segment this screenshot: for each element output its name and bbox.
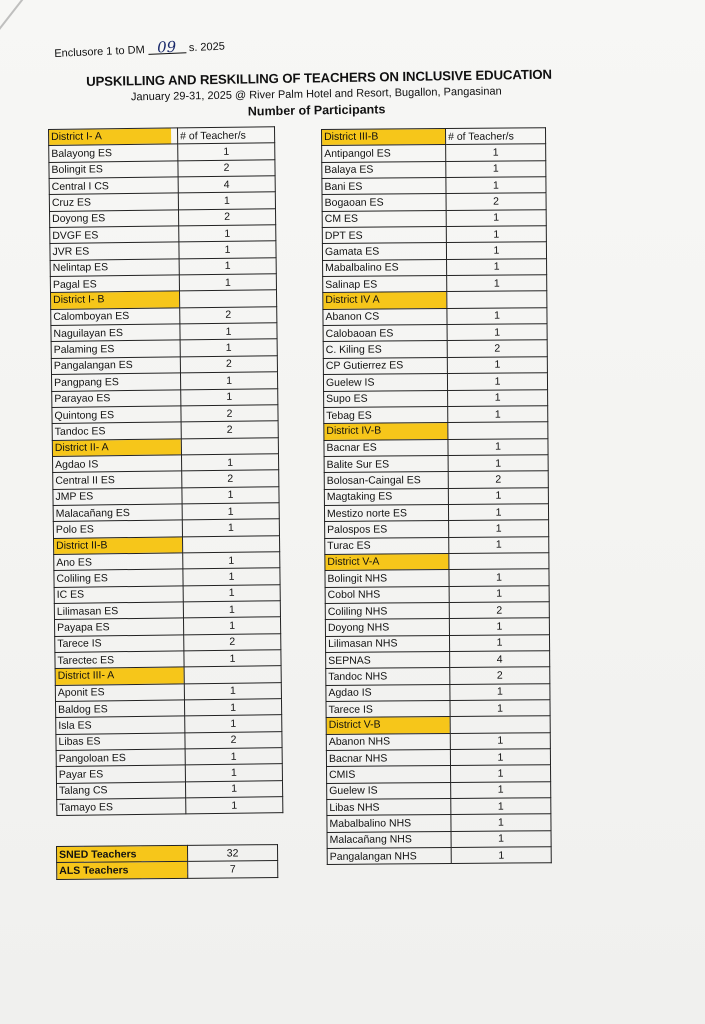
school-name: Central II ES <box>53 471 182 489</box>
teacher-count: 1 <box>183 568 280 586</box>
table-row <box>327 814 551 832</box>
teacher-count: 1 <box>178 192 275 210</box>
teacher-count: 1 <box>449 585 549 602</box>
empty-count-cell <box>181 437 278 455</box>
table-row <box>322 242 546 260</box>
school-name: JVR ES <box>50 242 179 260</box>
table-row <box>322 209 546 227</box>
teacher-count: 1 <box>447 324 547 341</box>
table-row <box>322 193 546 211</box>
school-name: Guelew IS <box>323 374 447 391</box>
table-row <box>324 438 548 456</box>
school-name: Calomboyan ES <box>51 308 180 326</box>
teacher-count: 2 <box>178 159 275 177</box>
table-row <box>322 226 546 244</box>
teacher-count: 1 <box>179 257 276 275</box>
teacher-count: 2 <box>185 731 282 749</box>
table-row <box>322 160 546 178</box>
table-row <box>323 373 547 391</box>
total-label: SNED Teachers <box>57 845 188 862</box>
teacher-count: 1 <box>447 258 547 275</box>
teacher-count: 1 <box>449 520 549 537</box>
empty-count-cell <box>449 553 549 570</box>
right-participants-table <box>321 127 552 865</box>
table-row <box>323 275 547 293</box>
table-row <box>323 258 547 276</box>
teacher-count: 1 <box>184 650 281 668</box>
table-row <box>323 324 547 342</box>
school-name: Agdao IS <box>326 684 450 701</box>
teacher-count: 2 <box>181 421 278 439</box>
school-name: Malacañang NHS <box>327 831 451 848</box>
teacher-count: 1 <box>185 715 282 733</box>
school-name: C. Kiling ES <box>323 341 447 358</box>
school-name: Baldog ES <box>55 700 184 718</box>
school-name: Tamayo ES <box>57 798 186 816</box>
school-name: Libas NHS <box>327 799 451 816</box>
participants-heading: Number of Participants <box>247 102 386 119</box>
teacher-count: 1 <box>183 601 280 619</box>
school-name: Bacnar ES <box>324 439 448 456</box>
district-name: District II-B <box>54 537 182 554</box>
teacher-count: 1 <box>451 847 551 864</box>
teacher-count: 2 <box>184 633 281 651</box>
paper-fold-line <box>0 0 59 42</box>
district-row <box>326 716 550 734</box>
table-row <box>327 765 551 783</box>
teacher-count: 2 <box>180 356 277 374</box>
school-name: Mestizo norte ES <box>324 504 448 521</box>
school-name: Coliling NHS <box>325 602 449 619</box>
school-name: Salinap ES <box>323 276 447 293</box>
school-name: Pangalangan NHS <box>327 848 451 865</box>
teacher-count: 1 <box>183 617 280 635</box>
table-row <box>324 471 548 489</box>
teacher-count: 1 <box>185 780 282 798</box>
school-name: Coliling ES <box>54 569 183 587</box>
table-row <box>324 389 548 407</box>
school-name: Palaming ES <box>51 340 180 358</box>
school-name: Libas ES <box>56 733 185 751</box>
table-row <box>324 406 548 424</box>
teacher-count: 1 <box>450 683 550 700</box>
school-name: Doyong NHS <box>325 619 449 636</box>
table-row <box>322 177 546 195</box>
table-header-row <box>322 128 546 146</box>
table-row <box>326 732 550 750</box>
table-row <box>327 830 551 848</box>
school-name: Bani ES <box>322 178 446 195</box>
teacher-count: 1 <box>183 584 280 602</box>
school-name: Tarece IS <box>326 701 450 718</box>
table-row <box>57 797 283 816</box>
teacher-count: 1 <box>448 438 548 455</box>
teacher-count: 1 <box>181 388 278 406</box>
district-cell <box>324 423 448 440</box>
teacher-count: 1 <box>446 177 546 194</box>
district-cell <box>53 536 182 554</box>
table-row <box>326 749 550 767</box>
teacher-count: 1 <box>449 618 549 635</box>
district-name: District V-A <box>325 554 448 570</box>
school-name: Magtaking ES <box>324 488 448 505</box>
table-row <box>325 569 549 587</box>
table-row <box>323 357 547 375</box>
school-name: CP Gutierrez ES <box>323 357 447 374</box>
teacher-count: 1 <box>181 454 278 472</box>
teacher-count: 2 <box>178 208 275 226</box>
teacher-count: 1 <box>184 699 281 717</box>
school-name: Nelintap ES <box>50 259 179 277</box>
teacher-count: 1 <box>178 143 275 161</box>
teacher-count: 4 <box>178 176 275 194</box>
teacher-count: 2 <box>181 405 278 423</box>
school-name: Central I CS <box>49 177 178 195</box>
school-name: Polo ES <box>53 520 182 538</box>
teacher-count: 1 <box>179 241 276 259</box>
handwritten-dm-number: 09 <box>147 40 186 55</box>
school-name: Talang CS <box>56 782 185 800</box>
table-row <box>325 536 549 554</box>
school-name: Payapa ES <box>54 618 183 636</box>
school-name: Parayao ES <box>52 389 181 407</box>
school-name: SEPNAS <box>326 652 450 669</box>
district-cell <box>52 438 181 456</box>
teacher-count: 1 <box>185 748 282 766</box>
document-subtitle: January 29-31, 2025 @ River Palm Hotel and Resort, Bugallon, Pangasinan <box>130 85 502 104</box>
teacher-count: 1 <box>186 797 283 815</box>
teacher-count: 1 <box>449 536 549 553</box>
teacher-count: 1 <box>182 486 279 504</box>
school-name: Palospos ES <box>325 521 449 538</box>
total-count: 32 <box>187 845 277 862</box>
school-name: Tandoc ES <box>52 422 181 440</box>
teacher-count: 1 <box>180 323 277 341</box>
school-name: Agdao IS <box>52 455 181 473</box>
school-name: Tebag ES <box>324 406 448 423</box>
teacher-count: 1 <box>451 798 551 815</box>
table-row <box>326 651 550 669</box>
totals-row <box>57 845 278 863</box>
school-name: Guelew IS <box>327 782 451 799</box>
school-name: Aponit ES <box>55 684 184 702</box>
table-row <box>322 144 546 162</box>
school-name: Tarectec ES <box>55 651 184 669</box>
school-name: IC ES <box>54 586 183 604</box>
enclosure-suffix: s. 2025 <box>185 40 226 55</box>
school-name: Isla ES <box>56 716 185 734</box>
teacher-count: 1 <box>182 503 279 521</box>
district-name: District I- B <box>51 292 179 309</box>
total-count: 7 <box>188 861 278 878</box>
teacher-count: 1 <box>179 274 276 292</box>
totals-row <box>57 861 278 879</box>
teacher-count: 1 <box>450 732 550 749</box>
teacher-count: 1 <box>449 634 549 651</box>
school-name: DVGF ES <box>50 226 179 244</box>
table-row <box>327 798 551 816</box>
school-name: Pangalangan ES <box>51 357 180 375</box>
school-name: Balayong ES <box>49 144 178 162</box>
teacher-count: 1 <box>447 373 547 390</box>
table-row <box>323 308 547 326</box>
teacher-count: 1 <box>446 144 546 161</box>
totals-table <box>56 844 278 880</box>
table-row <box>325 520 549 538</box>
district-cell <box>55 667 184 685</box>
school-name: Gamata ES <box>322 243 446 260</box>
left-participants-table <box>48 126 283 816</box>
teacher-count: 1 <box>180 339 277 357</box>
table-row <box>326 683 550 701</box>
table-row <box>325 585 549 603</box>
document-title: UPSKILLING AND RESKILLING OF TEACHERS ON INCLUSIVE EDUCATION <box>86 66 553 89</box>
school-name: Abanon CS <box>323 308 447 325</box>
district-name: District IV-B <box>324 423 447 439</box>
total-label: ALS Teachers <box>57 862 188 879</box>
teacher-count: 2 <box>448 471 548 488</box>
teacher-count: 1 <box>446 226 546 243</box>
school-name: Malacañang ES <box>53 504 182 522</box>
school-name: CMIS <box>327 766 451 783</box>
school-name: Doyong ES <box>50 210 179 228</box>
school-name: Quintong ES <box>52 406 181 424</box>
table-row <box>323 340 547 358</box>
school-name: Calobaoan ES <box>323 325 447 342</box>
teacher-count: 2 <box>450 667 550 684</box>
teacher-count: 1 <box>450 700 550 717</box>
teacher-count: 1 <box>446 242 546 259</box>
teacher-count: 1 <box>451 781 551 798</box>
school-name: Naguilayan ES <box>51 324 180 342</box>
teacher-count: 1 <box>448 389 548 406</box>
enclosure-prefix: Enclusore 1 to DM <box>54 43 149 60</box>
empty-count-cell <box>182 535 279 553</box>
district-cell <box>322 129 446 146</box>
school-name: Payar ES <box>56 765 185 783</box>
teacher-count: 1 <box>447 357 547 374</box>
school-name: Bolingit NHS <box>325 570 449 587</box>
document-header <box>86 66 553 121</box>
school-name: CM ES <box>322 210 446 227</box>
school-name: JMP ES <box>53 487 182 505</box>
table-row <box>324 455 548 473</box>
school-name: Bolosan-Caingal ES <box>324 472 448 489</box>
school-name: Bolingit ES <box>49 161 178 179</box>
school-name: Cobol NHS <box>325 586 449 603</box>
district-cell <box>326 717 450 734</box>
table-row <box>327 781 551 799</box>
district-name: District III-B <box>322 129 445 145</box>
column-header: # of Teacher/s <box>446 128 546 145</box>
district-name: District II- A <box>53 439 181 456</box>
teacher-count: 1 <box>183 552 280 570</box>
school-name: Balite Sur ES <box>324 455 448 472</box>
teacher-count: 1 <box>180 372 277 390</box>
district-name: District V-B <box>327 717 450 733</box>
school-name: Lilimasan ES <box>54 602 183 620</box>
empty-count-cell <box>448 422 548 439</box>
school-name: Abanon NHS <box>326 733 450 750</box>
school-name: Pagal ES <box>50 275 179 293</box>
school-name: Lilimasan NHS <box>325 635 449 652</box>
district-cell <box>325 553 449 570</box>
district-cell <box>51 291 180 309</box>
table-row <box>324 504 548 522</box>
teacher-count: 1 <box>447 308 547 325</box>
empty-count-cell <box>450 716 550 733</box>
district-row <box>323 291 547 309</box>
teacher-count: 1 <box>179 225 276 243</box>
teacher-count: 1 <box>451 830 551 847</box>
school-name: Pangoloan ES <box>56 749 185 767</box>
teacher-count: 1 <box>448 406 548 423</box>
teacher-count: 1 <box>451 765 551 782</box>
enclosure-line <box>54 35 314 60</box>
teacher-count: 1 <box>184 682 281 700</box>
table-row <box>326 667 550 685</box>
school-name: Antipangol ES <box>322 145 446 162</box>
teacher-count: 1 <box>448 455 548 472</box>
district-name: District I- A <box>49 128 171 145</box>
teacher-count: 2 <box>180 307 277 325</box>
teacher-count: 1 <box>446 209 546 226</box>
column-header: # of Teacher/s <box>177 127 274 145</box>
district-row <box>325 553 549 571</box>
teacher-count: 1 <box>449 569 549 586</box>
district-cell <box>49 128 178 146</box>
school-name: Bogaoan ES <box>322 194 446 211</box>
teacher-count: 4 <box>450 651 550 668</box>
teacher-count: 1 <box>448 504 548 521</box>
empty-count-cell <box>447 291 547 308</box>
school-name: Cruz ES <box>49 193 178 211</box>
school-name: Balaya ES <box>322 161 446 178</box>
school-name: Ano ES <box>54 553 183 571</box>
table-row <box>324 487 548 505</box>
district-cell <box>323 292 447 309</box>
teacher-count: 2 <box>449 602 549 619</box>
teacher-count: 2 <box>446 193 546 210</box>
table-row <box>325 634 549 652</box>
school-name: Supo ES <box>324 390 448 407</box>
school-name: Mabalbalino ES <box>323 259 447 276</box>
table-row <box>325 602 549 620</box>
teacher-count: 1 <box>446 160 546 177</box>
empty-count-cell <box>184 666 281 684</box>
teacher-count: 1 <box>185 764 282 782</box>
school-name: Tarece IS <box>55 635 184 653</box>
teacher-count: 2 <box>447 340 547 357</box>
teacher-count: 2 <box>182 470 279 488</box>
teacher-count: 1 <box>447 275 547 292</box>
teacher-count: 1 <box>450 749 550 766</box>
table-row <box>325 618 549 636</box>
school-name: Pangpang ES <box>52 373 181 391</box>
school-name: Mabalbalino NHS <box>327 815 451 832</box>
teacher-count: 1 <box>182 519 279 537</box>
school-name: DPT ES <box>322 227 446 244</box>
school-name: Turac ES <box>325 537 449 554</box>
school-name: Bacnar NHS <box>326 750 450 767</box>
district-name: District IV A <box>323 292 446 308</box>
table-row <box>326 700 550 718</box>
teacher-count: 1 <box>451 814 551 831</box>
school-name: Tandoc NHS <box>326 668 450 685</box>
table-row <box>327 847 551 865</box>
district-name: District III- A <box>56 668 184 685</box>
teacher-count: 1 <box>448 487 548 504</box>
district-row <box>324 422 548 440</box>
empty-count-cell <box>179 290 276 308</box>
